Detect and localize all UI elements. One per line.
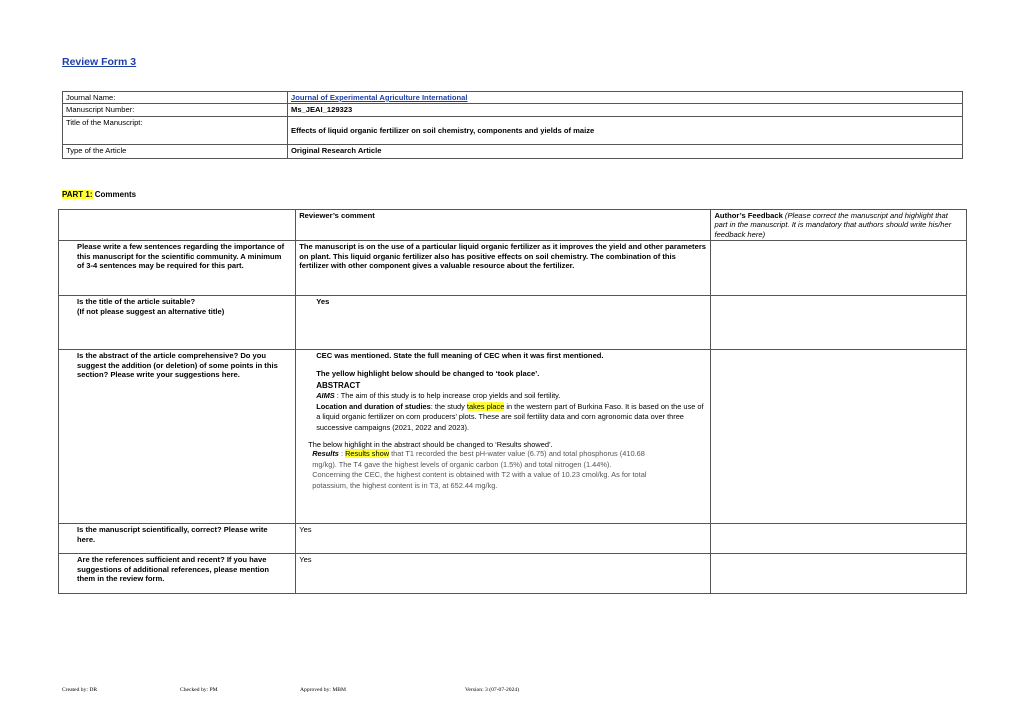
header-reviewer-comment: Reviewer’s comment	[296, 210, 711, 241]
answer-references: Yes	[296, 554, 711, 594]
answer-title: Yes	[296, 296, 711, 350]
results-highlight: Results show	[345, 449, 390, 459]
header-question-cell	[59, 210, 296, 241]
form-title: Review Form 3	[62, 56, 137, 68]
aims-line	[316, 391, 707, 402]
journal-name-value	[288, 92, 963, 104]
results-post: that T1 recorded the best pH-water value (6.75) and total phosphorus (410.68 mg/kg). The T4 gave the highest levels of organic carbon (1.5%) and total nitrogen (1.44%). Concerning the CEC, the highest content is obtained with T2 with a value of 10.23 cmol/kg. As for total potassium, the highest content is in T3, at 652.44 mg/kg.	[312, 449, 647, 490]
feedback-title[interactable]	[711, 296, 967, 350]
part-heading	[62, 190, 136, 199]
location-pre: : the study	[430, 401, 467, 411]
location-paragraph	[316, 402, 707, 434]
cec-note: CEC was mentioned. State the full meaning of CEC when it was first mentioned.	[316, 351, 604, 361]
manuscript-title-label: Title of the Manuscript:	[63, 116, 288, 144]
journal-name-link[interactable]: Journal of Experimental Agriculture International	[291, 93, 468, 102]
feedback-references[interactable]	[711, 554, 967, 594]
part-number: PART 1:	[62, 190, 93, 199]
highlight-note: The yellow highlight below should be changed to ‘took place’.	[316, 368, 540, 378]
manuscript-info-table	[62, 91, 963, 159]
manuscript-number-value: Ms_JEAI_129323	[288, 104, 963, 116]
aims-text: : The aim of this study is to help increase crop yields and soil fertility.	[334, 391, 561, 401]
footer-approved-by: Approved by: MBM	[300, 687, 346, 693]
manuscript-title-value: Effects of liquid organic fertilizer on soil chemistry, components and yields of maize	[288, 116, 963, 144]
location-label: Location and duration of studies	[316, 401, 431, 411]
feedback-importance[interactable]	[711, 241, 967, 296]
abstract-heading: ABSTRACT	[316, 381, 361, 391]
answer-importance: The manuscript is on the use of a particular liquid organic fertilizer as it improves the yield and other parameters on plant. This liquid organic fertilizer also has positive effects on soil chemistry. The combination of this fertilizer with other component gives a valuable resource about the fertilizer.	[296, 241, 711, 296]
article-type-value: Original Research Article	[288, 144, 963, 158]
part-label: Comments	[92, 190, 137, 199]
comments-table	[58, 209, 967, 594]
manuscript-number-label: Manuscript Number:	[63, 104, 288, 116]
question-importance: Please write a few sentences regarding the importance of this manuscript for the scientific community. A minimum of 3-4 sentences may be required for this part.	[59, 241, 296, 296]
journal-name-label: Journal Name:	[63, 92, 288, 104]
aims-label: AIMS	[316, 391, 335, 401]
results-pre: :	[338, 449, 346, 459]
author-feedback-title: Author’s Feedback	[714, 211, 783, 220]
abstract-excerpt	[316, 391, 707, 434]
question-references: Are the references sufficient and recent? If you have suggestions of additional references, please mention them in the review form.	[59, 554, 296, 594]
question-title: Is the title of the article suitable? (If not please suggest an alternative title)	[59, 296, 296, 350]
author-feedback-instruction: (Please correct the manuscript and highlight that part in the manuscript. It is mandatory that authors should write his/her feedback here)	[714, 211, 952, 239]
feedback-scientific[interactable]	[711, 524, 967, 554]
feedback-abstract[interactable]	[711, 350, 967, 524]
location-highlight: takes place	[466, 401, 505, 411]
question-abstract: Is the abstract of the article comprehensive? Do you suggest the addition (or deletion) of some points in this section? Please write your suggestions here.	[59, 350, 296, 524]
answer-abstract	[296, 350, 711, 524]
article-type-label: Type of the Article	[63, 144, 288, 158]
location-post: in the western part of Burkina Faso. It is based on the use of a liquid organic fertilizer on corn producers' plots. These are soil fertility data and corn agronomic data over three successive campaigns (2021, 2022 and 2023).	[316, 401, 704, 432]
footer-created-by: Created by: DR	[62, 687, 98, 693]
results-note: The below highlight in the abstract should be changed to ‘Results showed’.	[308, 439, 553, 449]
results-paragraph	[312, 449, 647, 491]
footer-version: Version: 3 (07-07-2024)	[465, 687, 520, 693]
question-scientific: Is the manuscript scientifically, correct? Please write here.	[59, 524, 296, 554]
answer-scientific: Yes	[296, 524, 711, 554]
footer-checked-by: Checked by: PM	[180, 687, 218, 693]
header-author-feedback	[711, 210, 967, 241]
results-label: Results	[312, 449, 339, 459]
